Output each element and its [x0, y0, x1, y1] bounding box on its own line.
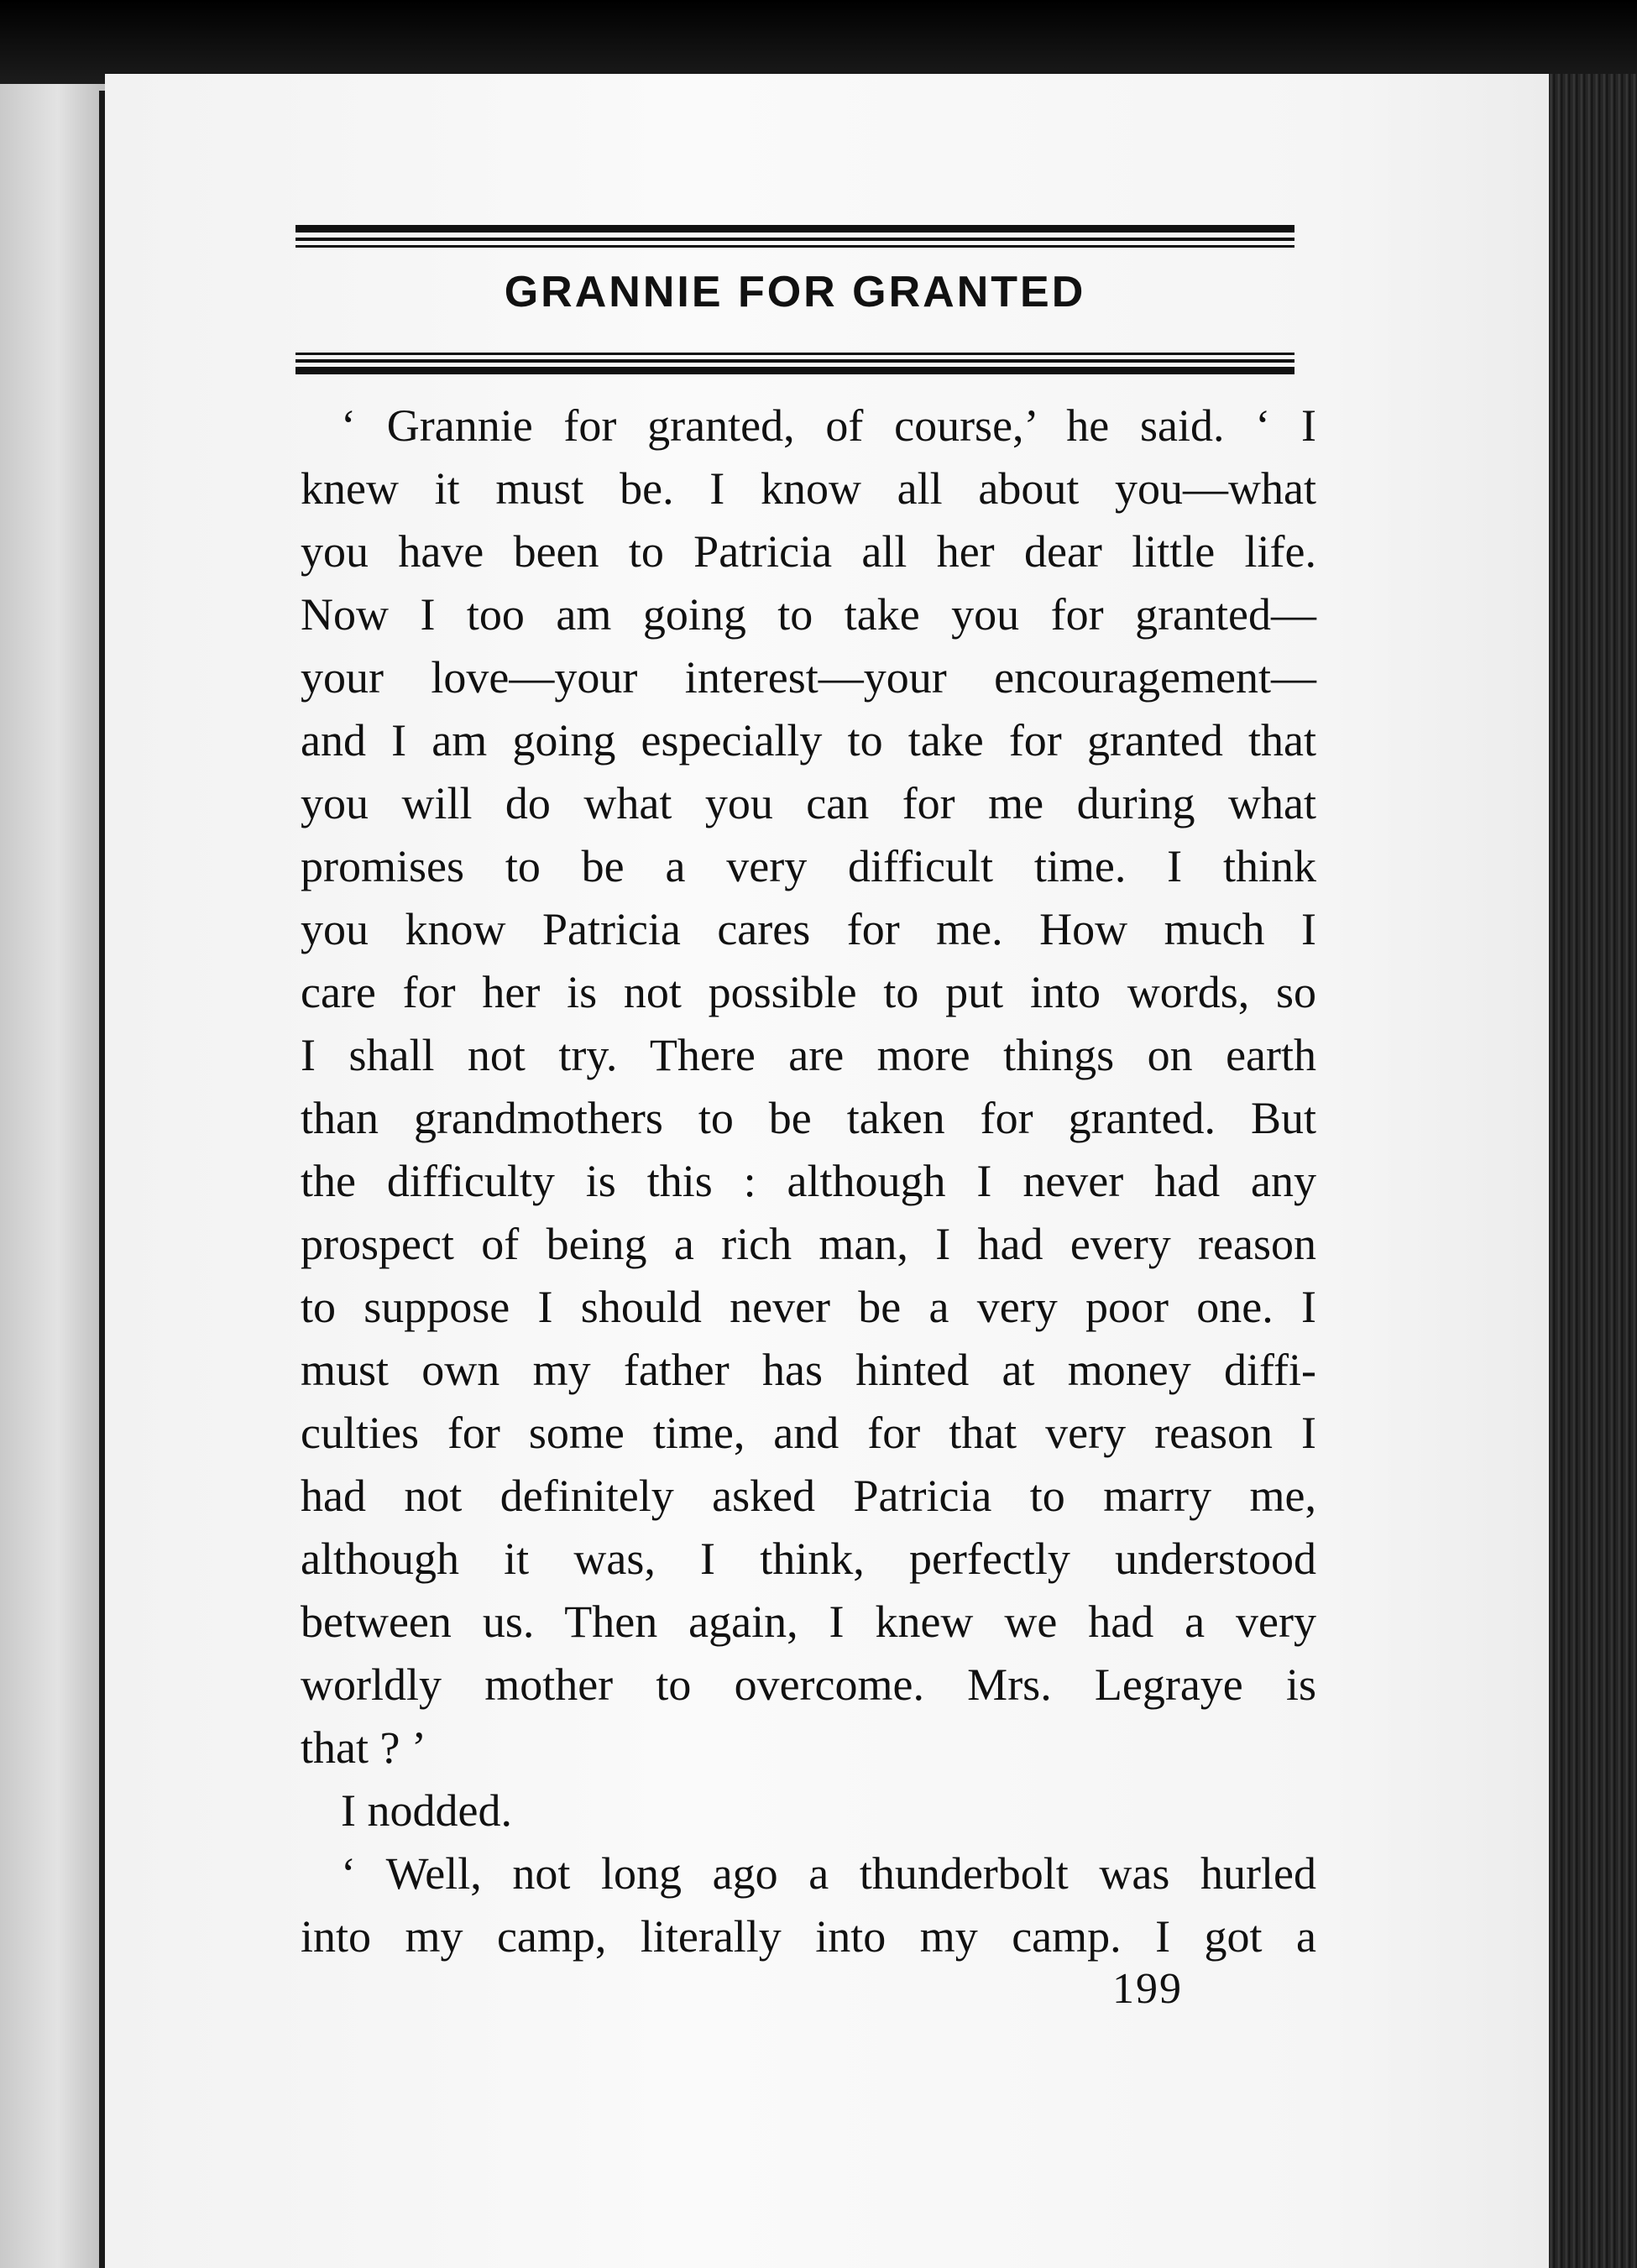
- text-line: I shall not try. There are more things on earth: [301, 1030, 1316, 1080]
- top-thin-rule: [295, 238, 1294, 241]
- text-line: into my camp, literally into my camp. I got a: [301, 1911, 1316, 1962]
- text-line: ‘ Well, not long ago a thunderbolt was hurled: [341, 1848, 1316, 1899]
- text-line: you have been to Patricia all her dear little life.: [301, 526, 1316, 577]
- text-line: the difficulty is this : although I never had any: [301, 1156, 1316, 1206]
- text-line: I nodded.: [341, 1785, 512, 1836]
- top-thick-rule: [295, 225, 1294, 233]
- text-line: you will do what you can for me during what: [301, 778, 1316, 828]
- text-line: must own my father has hinted at money diffi-: [301, 1345, 1316, 1395]
- text-line: between us. Then again, I knew we had a very: [301, 1596, 1316, 1647]
- text-line: Now I too am going to take you for granted—: [301, 589, 1316, 640]
- right-page-edges: [1549, 74, 1637, 2268]
- gutter-line: [99, 91, 105, 2268]
- bottom-thick-rule: [295, 367, 1294, 374]
- text-line: to suppose I should never be a very poor one. I: [301, 1282, 1316, 1332]
- left-page-edge: [0, 84, 105, 2268]
- text-line: knew it must be. I know all about you—what: [301, 463, 1316, 514]
- text-line: although it was, I think, perfectly understood: [301, 1534, 1316, 1584]
- top-thin-rule-2: [295, 245, 1294, 248]
- bottom-thin-rule-2: [295, 359, 1294, 363]
- text-line: ‘ Grannie for granted, of course,’ he said. ‘ I: [341, 400, 1316, 451]
- text-line: that ? ’: [301, 1722, 426, 1773]
- page-number: 199: [1112, 1965, 1183, 2013]
- text-line: prospect of being a rich man, I had every reason: [301, 1219, 1316, 1269]
- text-line: worldly mother to overcome. Mrs. Legraye is: [301, 1659, 1316, 1710]
- body-text: [301, 395, 1316, 1968]
- top-scan-shadow: [0, 0, 1637, 84]
- text-line: and I am going especially to take for granted that: [301, 715, 1316, 766]
- text-line: had not definitely asked Patricia to marry me,: [301, 1471, 1316, 1521]
- text-line: your love—your interest—your encouragement—: [301, 652, 1316, 703]
- text-line: care for her is not possible to put into words, so: [301, 967, 1316, 1017]
- running-head: GRANNIE FOR GRANTED: [504, 268, 1086, 316]
- text-line: culties for some time, and for that very reason I: [301, 1408, 1316, 1458]
- top-double-rule: [295, 225, 1294, 259]
- bottom-thin-rule: [295, 353, 1294, 355]
- text-line: than grandmothers to be taken for granted. But: [301, 1093, 1316, 1143]
- text-line: you know Patricia cares for me. How much I: [301, 904, 1316, 954]
- bottom-double-rule: [295, 353, 1294, 386]
- text-line: promises to be a very difficult time. I think: [301, 841, 1316, 891]
